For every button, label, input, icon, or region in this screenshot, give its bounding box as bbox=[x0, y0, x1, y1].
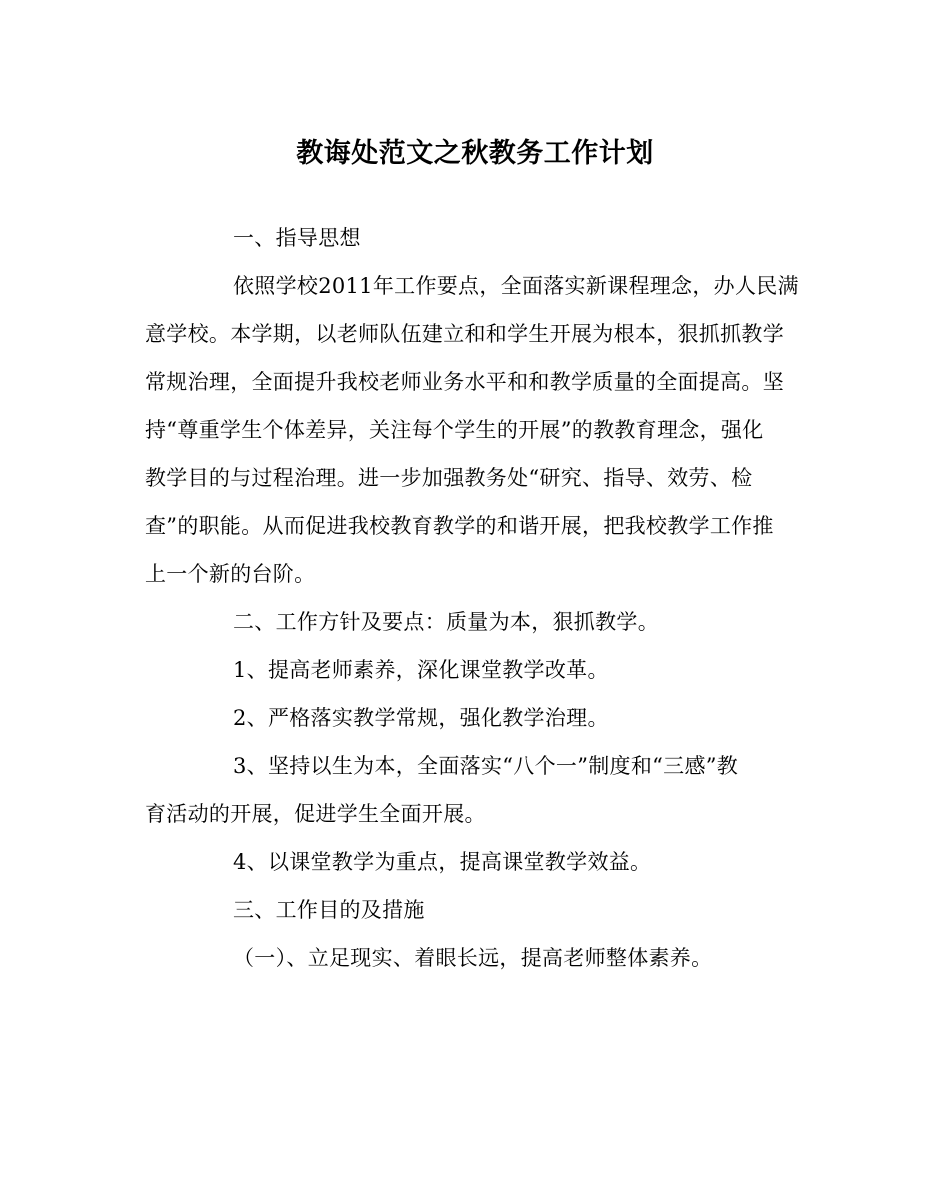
paragraph-line: 查”的职能。从而促进我校教育教学的和谐开展，把我校教学工作推 bbox=[145, 514, 774, 538]
paragraph-line: 意学校。本学期，以老师队伍建立和和学生开展为根本，狠抓抓教学 bbox=[145, 322, 784, 346]
paragraph-line: 教学目的与过程治理。进一步加强教务处“研究、指导、效劳、检 bbox=[145, 466, 753, 490]
list-item: 3、坚持以生为本，全面落实“八个一”制度和“三感”教 bbox=[233, 754, 739, 778]
paragraph-line: 常规治理，全面提升我校老师业务水平和和教学质量的全面提高。坚 bbox=[145, 370, 784, 394]
heading-guiding-thought: 一、指导思想 bbox=[233, 226, 361, 250]
list-item: 1、提高老师素养，深化课堂教学改革。 bbox=[233, 658, 609, 682]
paragraph-line: 依照学校2011年工作要点，全面落实新课程理念，办人民满 bbox=[233, 274, 799, 298]
document-title: 教诲处范文之秋教务工作计划 bbox=[296, 138, 654, 169]
list-item: 2、严格落实教学常规，强化教学治理。 bbox=[233, 706, 609, 730]
paragraph-line: 上一个新的台阶。 bbox=[145, 562, 316, 586]
paragraph-line: 持“尊重学生个体差异，关注每个学生的开展”的教教育理念，强化 bbox=[145, 418, 764, 442]
heading-goals-measures: 三、工作目的及措施 bbox=[233, 898, 425, 922]
subheading: （一）、立足现实、着眼长远，提高老师整体素养。 bbox=[233, 946, 713, 970]
list-item-continuation: 育活动的开展，促进学生全面开展。 bbox=[145, 802, 486, 826]
list-item: 4、以课堂教学为重点，提高课堂教学效益。 bbox=[233, 850, 652, 874]
heading-work-policy: 二、工作方针及要点：质量为本，狠抓教学。 bbox=[233, 610, 659, 634]
